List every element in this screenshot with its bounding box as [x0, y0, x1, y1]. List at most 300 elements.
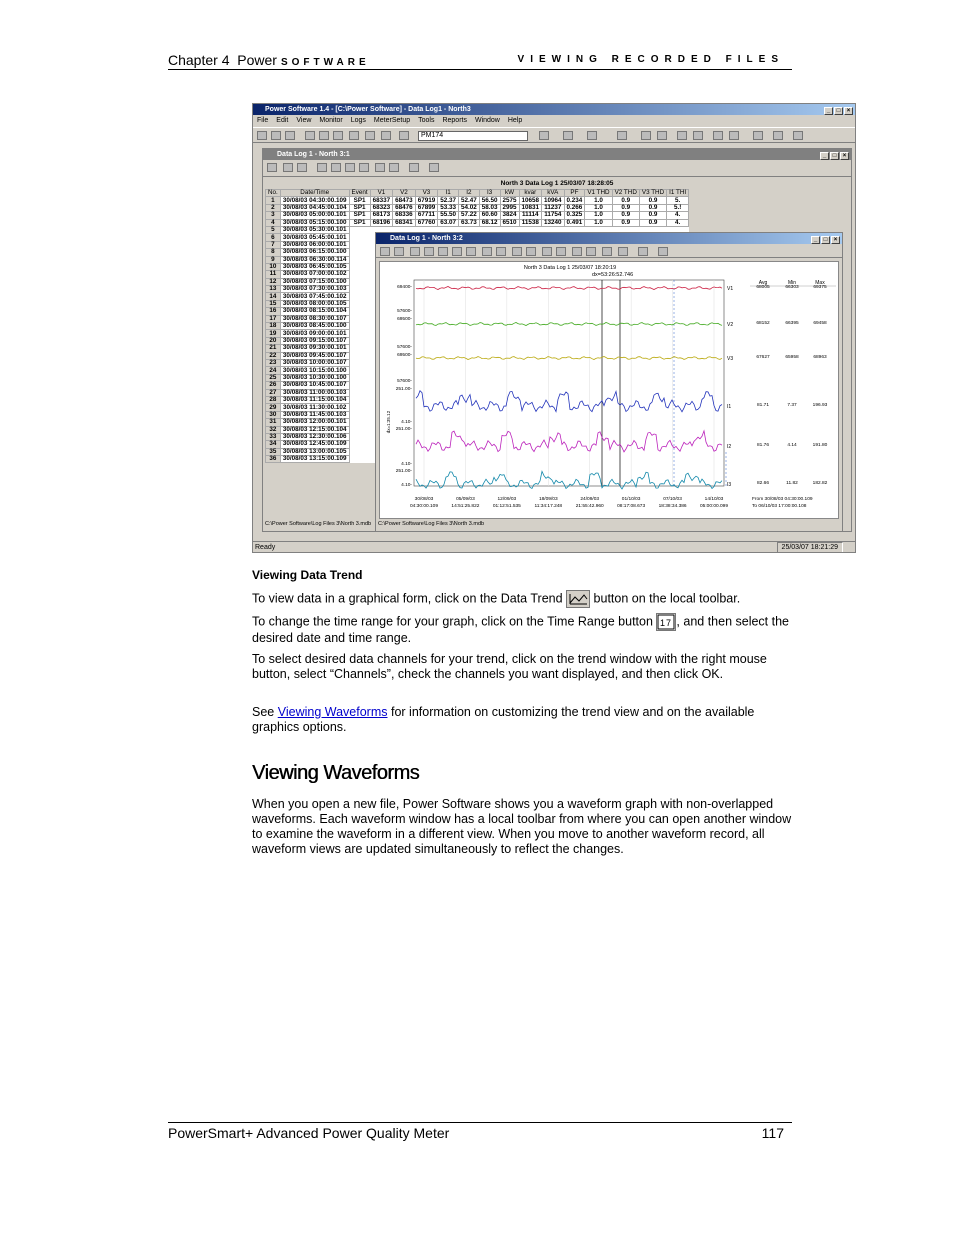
toolbar-button-icon[interactable] — [587, 131, 597, 140]
menu-item-reports[interactable]: Reports — [442, 117, 467, 124]
svg-text:7: 7 — [666, 618, 672, 628]
table-cell: 68196 — [370, 219, 393, 226]
trend-toolbar-button-icon[interactable] — [526, 247, 536, 256]
table-row[interactable] — [266, 212, 689, 219]
menu-item-help[interactable]: Help — [507, 117, 523, 124]
table-cell: 30/08/03 04:45:00.104 — [280, 204, 349, 211]
data-trend-icon — [566, 590, 590, 608]
table-cell: 30/08/03 13:15:00.109 — [280, 456, 349, 463]
column-header[interactable]: V3 THD — [639, 190, 666, 197]
para-time-range: To change the time range for your graph, click on the Time Range button 1 7 , and then select the desired date and time range. — [252, 614, 790, 645]
para-data-trend: To view data in a graphical form, click on the Data Trend button on the local toolbar. — [252, 590, 792, 608]
trend-toolbar-button-icon[interactable] — [572, 247, 582, 256]
column-header[interactable]: V2 — [393, 190, 416, 197]
log-toolbar-button-icon[interactable] — [283, 163, 293, 172]
x-tick-time: 01:12:51.535 — [492, 504, 521, 509]
menu-item-edit[interactable]: Edit — [276, 117, 289, 124]
table-cell: 10658 — [519, 197, 542, 204]
table-cell: 3 — [266, 212, 281, 219]
column-header[interactable]: I2 — [458, 190, 479, 197]
menu-item-logs[interactable]: Logs — [350, 117, 366, 124]
column-header[interactable]: V2 THD — [612, 190, 639, 197]
table-cell: 57.22 — [458, 212, 479, 219]
table-cell: 56.50 — [479, 197, 500, 204]
table-cell: 27 — [266, 389, 281, 396]
y-tick-label: 69500- — [397, 317, 412, 322]
section-title: Viewing Waveforms — [252, 762, 420, 784]
table-cell: 30/08/03 04:30:00.109 — [280, 197, 349, 204]
toolbar-button-icon[interactable] — [365, 131, 375, 140]
trend-toolbar-button-icon[interactable] — [394, 247, 404, 256]
trend-toolbar-button-icon[interactable] — [452, 247, 462, 256]
close-icon[interactable]: × — [840, 152, 849, 160]
x-tick-date: 05/09/03 — [456, 497, 475, 502]
minimize-icon[interactable]: _ — [824, 107, 833, 115]
table-cell: 52.47 — [458, 197, 479, 204]
table-cell: 0.325 — [564, 212, 585, 219]
table-cell: 30/08/03 05:30:00.101 — [280, 226, 349, 233]
table-cell: 30/08/03 07:45:00.102 — [280, 293, 349, 300]
table-cell: 10 — [266, 263, 281, 270]
maximize-icon[interactable]: □ — [834, 107, 843, 115]
table-cell: 30/08/03 08:30:00.107 — [280, 315, 349, 322]
app-screenshot — [252, 103, 856, 553]
trend-toolbar-button-icon[interactable] — [410, 247, 420, 256]
trend-toolbar-button-icon[interactable] — [602, 247, 612, 256]
table-cell: 7 — [266, 241, 281, 248]
table-cell: 13 — [266, 286, 281, 293]
trend-toolbar — [376, 244, 842, 258]
trend-toolbar-button-icon[interactable] — [496, 247, 506, 256]
toolbar-button-icon[interactable] — [349, 131, 359, 140]
table-cell: SP1 — [349, 204, 370, 211]
table-cell: 34 — [266, 441, 281, 448]
stats-value: 69375 — [813, 285, 827, 290]
table-cell: 5.! — [667, 204, 689, 211]
toolbar-button-icon[interactable] — [793, 131, 803, 140]
column-header[interactable]: I1 THI — [667, 190, 689, 197]
log-toolbar-button-icon[interactable] — [297, 163, 307, 172]
y-tick-label: 69500- — [397, 353, 412, 358]
section-label: VIEWING RECORDED FILES — [517, 54, 784, 65]
menu-item-monitor[interactable]: Monitor — [319, 117, 343, 124]
toolbar-button-icon[interactable] — [333, 131, 343, 140]
table-cell: 30/08/03 12:15:00.104 — [280, 426, 349, 433]
stats-header: Max — [815, 280, 825, 286]
trend-toolbar-button-icon[interactable] — [658, 247, 668, 256]
minimize-icon[interactable]: _ — [820, 152, 829, 160]
minimize-icon[interactable]: _ — [811, 236, 820, 244]
toolbar-button-icon[interactable] — [271, 131, 281, 140]
table-cell: 68.12 — [479, 219, 500, 226]
table-cell: 32 — [266, 426, 281, 433]
table-cell: 2575 — [500, 197, 519, 204]
x-tick-date: 12/09/03 — [497, 497, 517, 502]
toolbar-button-icon[interactable] — [713, 131, 723, 140]
y-tick-label: 251.00- — [395, 387, 412, 392]
table-cell: 30/08/03 10:15:00.100 — [280, 367, 349, 374]
table-cell: 30/08/03 11:00:00.103 — [280, 389, 349, 396]
trend-graph — [380, 262, 838, 518]
toolbar-button-icon[interactable] — [753, 131, 763, 140]
para-waveforms: When you open a new file, Power Software shows you a waveform graph with non-overlapped waveforms. Each waveform window has a local toolbar from where you can open another window to examine the waveform in a different view. When you move to another waveform record, all waveform views are updated simultaneously to reflect the changes. — [252, 797, 792, 856]
x-tick-date: 14/10/03 — [704, 497, 724, 502]
stats-value: 68963 — [813, 355, 827, 360]
table-cell: 30/08/03 13:00:00.105 — [280, 448, 349, 455]
log-toolbar-button-icon[interactable] — [359, 163, 369, 172]
table-cell: 1 — [266, 197, 281, 204]
trend-window-title: Data Log 1 - North 3:2 _ □ × — [376, 233, 842, 244]
toolbar-button-icon[interactable] — [381, 131, 391, 140]
table-cell: 63.07 — [438, 219, 459, 226]
stats-value: 66303 — [785, 285, 799, 290]
menu-item-tools[interactable]: Tools — [418, 117, 435, 124]
stats-value: 82.66 — [756, 481, 770, 486]
svg-text:1: 1 — [660, 618, 666, 628]
table-cell: 30/08/03 07:15:00.100 — [280, 278, 349, 285]
page-footer — [168, 1122, 792, 1141]
column-header[interactable]: kW — [500, 190, 519, 197]
log-toolbar-button-icon[interactable] — [331, 163, 341, 172]
status-time: 25/03/07 18:21:29 — [777, 542, 843, 553]
y-tick-label: 4.10- — [401, 483, 412, 488]
app-titlebar: Power Software 1.4 - [C:\Power Software] - Data Log1 - North3 _ □ × — [253, 104, 855, 115]
table-cell: 11754 — [542, 212, 565, 219]
table-cell: 24 — [266, 367, 281, 374]
table-cell: 0.9 — [612, 204, 639, 211]
maximize-icon[interactable]: □ — [821, 236, 830, 244]
table-cell: 0.266 — [564, 204, 585, 211]
range-from: From 30/08/03 04:30:00.109 — [752, 497, 813, 502]
trend-toolbar-button-icon[interactable] — [618, 247, 628, 256]
trend-toolbar-button-icon[interactable] — [638, 247, 648, 256]
trend-toolbar-button-icon[interactable] — [380, 247, 390, 256]
table-cell: 68341 — [393, 219, 416, 226]
maximize-icon[interactable]: □ — [830, 152, 839, 160]
table-cell: 11 — [266, 271, 281, 278]
table-cell: 30/08/03 08:15:00.104 — [280, 308, 349, 315]
table-cell: 19 — [266, 330, 281, 337]
log-toolbar-button-icon[interactable] — [317, 163, 327, 172]
table-cell: 0.491 — [564, 219, 585, 226]
range-to: To 06/10/03 17:00:00.108 — [752, 504, 807, 509]
x-tick-date: 07/10/03 — [663, 497, 682, 502]
table-cell: 0.234 — [564, 197, 585, 204]
toolbar-button-icon[interactable] — [773, 131, 783, 140]
stats-value: 67627 — [756, 355, 770, 360]
table-cell: 60.60 — [479, 212, 500, 219]
table-cell: 67899 — [415, 204, 438, 211]
y-tick-label: 57600- — [397, 309, 412, 314]
table-cell: 30/08/03 10:00:00.107 — [280, 359, 349, 366]
table-cell: 2 — [266, 204, 281, 211]
toolbar-button-icon[interactable] — [693, 131, 703, 140]
table-cell: 63.73 — [458, 219, 479, 226]
series-label-i3: I3 — [727, 482, 732, 488]
x-tick-time: 18:38:34.386 — [658, 504, 687, 509]
table-cell: 35 — [266, 448, 281, 455]
table-cell: 53.33 — [438, 204, 459, 211]
table-cell: SP1 — [349, 197, 370, 204]
trend-toolbar-button-icon[interactable] — [482, 247, 492, 256]
stats-value: 4.14 — [787, 443, 797, 448]
table-cell: 30/08/03 06:15:00.100 — [280, 249, 349, 256]
toolbar-button-icon[interactable] — [285, 131, 295, 140]
table-cell: 20 — [266, 337, 281, 344]
table-cell: 0.9 — [612, 197, 639, 204]
column-header[interactable]: kvar — [519, 190, 542, 197]
close-icon[interactable]: × — [831, 236, 840, 244]
table-cell: 30/08/03 11:15:00.104 — [280, 396, 349, 403]
table-cell: 67711 — [415, 212, 438, 219]
table-cell: 0.9 — [612, 219, 639, 226]
table-cell: 30/08/03 12:00:00.101 — [280, 419, 349, 426]
table-cell: 9 — [266, 256, 281, 263]
series-label-v2: V2 — [727, 322, 734, 328]
column-header[interactable]: V3 — [415, 190, 438, 197]
x-tick-date: 24/09/03 — [580, 497, 600, 502]
para-channels: To select desired data channels for your trend, click on the trend window with the right mouse button, select “Channels”, check the channels you want displayed, and then click OK. — [252, 652, 767, 681]
table-cell: 30/08/03 10:30:00.100 — [280, 374, 349, 381]
toolbar-button-icon[interactable] — [399, 131, 409, 140]
table-cell: 1.0 — [585, 219, 612, 226]
stats-header: Min — [787, 280, 797, 286]
toolbar-button-icon[interactable] — [657, 131, 667, 140]
table-cell: 25 — [266, 374, 281, 381]
menu-item-view[interactable]: View — [296, 117, 312, 124]
table-cell: 68336 — [393, 212, 416, 219]
log-toolbar-button-icon[interactable] — [345, 163, 355, 172]
table-cell: 4. — [667, 219, 689, 226]
table-cell: 14 — [266, 293, 281, 300]
table-cell: 67760 — [415, 219, 438, 226]
table-cell: SP1 — [349, 212, 370, 219]
log-caption: North 3 Data Log 1 25/03/07 18:28:05 — [500, 180, 614, 187]
trend-toolbar-button-icon[interactable] — [556, 247, 566, 256]
trend-toolbar-button-icon[interactable] — [424, 247, 434, 256]
log-toolbar-button-icon[interactable] — [375, 163, 385, 172]
table-cell: 55.50 — [438, 212, 459, 219]
toolbar-button-icon[interactable] — [729, 131, 739, 140]
y-tick-label: 4.10- — [401, 420, 412, 425]
column-header[interactable]: I1 — [438, 190, 459, 197]
stats-value: 196.93 — [812, 403, 828, 408]
cursor-dx-label: dx=53:26:52.746 — [592, 272, 634, 278]
toolbar-button-icon[interactable] — [539, 131, 549, 140]
table-cell: 0.9 — [639, 204, 666, 211]
table-cell: 30/08/03 12:30:00.106 — [280, 433, 349, 440]
app-toolbar — [253, 127, 855, 143]
status-text: Ready — [255, 544, 276, 551]
stats-value: 66395 — [785, 321, 799, 326]
column-header[interactable]: I3 — [479, 190, 500, 197]
log-toolbar-button-icon[interactable] — [409, 163, 419, 172]
para-see-also: See Viewing Waveforms for information on customizing the trend view and on the available graphics options. — [252, 705, 755, 734]
column-header[interactable]: kVA — [542, 190, 565, 197]
trend-toolbar-button-icon[interactable] — [542, 247, 552, 256]
data-log-window-title: Data Log 1 - North 3:1 _ □ × — [263, 149, 851, 160]
table-cell: 36 — [266, 456, 281, 463]
table-cell: 67919 — [415, 197, 438, 204]
y-tick-label: 251.00- — [395, 469, 412, 474]
table-cell: 68337 — [370, 197, 393, 204]
y-tick-label: 69400- — [397, 285, 412, 290]
table-cell: 12 — [266, 278, 281, 285]
x-tick-date: 18/09/03 — [538, 497, 558, 502]
table-cell: 1.0 — [585, 197, 612, 204]
trend-chart-area[interactable] — [379, 261, 839, 519]
toolbar-button-icon[interactable] — [305, 131, 315, 140]
table-cell: 30/08/03 05:15:00.100 — [280, 219, 349, 226]
series-label-i1: I1 — [727, 404, 732, 410]
app-menubar — [253, 115, 855, 127]
table-cell: 68173 — [370, 212, 393, 219]
table-cell: 5. — [667, 197, 689, 204]
close-icon[interactable]: × — [844, 107, 853, 115]
log-toolbar-button-icon[interactable] — [267, 163, 277, 172]
trend-file-path: C:\Power Software\Log Files 3\North 3.mdb — [378, 521, 485, 527]
y-axis-label: dx=1:35.12 — [386, 410, 391, 434]
table-cell: 26 — [266, 382, 281, 389]
table-cell: 10831 — [519, 204, 542, 211]
table-cell: 30/08/03 11:45:00.103 — [280, 411, 349, 418]
table-cell: 31 — [266, 419, 281, 426]
table-cell: 5 — [266, 226, 281, 233]
table-cell: 15 — [266, 300, 281, 307]
table-cell: 0.9 — [639, 219, 666, 226]
subhead-data-trend: Viewing Data Trend — [252, 568, 363, 582]
plot-frame — [414, 280, 724, 486]
column-header[interactable]: Event — [349, 190, 370, 197]
table-cell: 1.0 — [585, 212, 612, 219]
x-tick-time: 08:17:08.673 — [617, 504, 646, 509]
log-toolbar-button-icon[interactable] — [429, 163, 439, 172]
stats-value: 68005 — [756, 285, 770, 290]
toolbar-button-icon[interactable] — [641, 131, 651, 140]
table-cell: 4 — [266, 219, 281, 226]
stats-value: 65958 — [785, 355, 799, 360]
page-header — [168, 52, 792, 70]
table-cell: 30/08/03 09:45:00.107 — [280, 352, 349, 359]
device-combo[interactable]: PM174 — [418, 131, 528, 141]
table-cell: 17 — [266, 315, 281, 322]
table-cell: 11114 — [519, 212, 542, 219]
x-tick-time: 21:55:42.960 — [575, 504, 604, 509]
y-tick-label: 251.00- — [395, 427, 412, 432]
stats-value: 182.82 — [812, 481, 828, 486]
table-cell: 30/08/03 09:30:00.101 — [280, 345, 349, 352]
footer-product: PowerSmart+ Advanced Power Quality Meter — [168, 1125, 450, 1141]
table-cell: 30/08/03 07:30:00.103 — [280, 286, 349, 293]
menu-item-metersetup[interactable]: MeterSetup — [373, 117, 411, 124]
stats-value: 81.71 — [756, 403, 770, 408]
table-cell: 30/08/03 09:00:00.101 — [280, 330, 349, 337]
table-cell: 6510 — [500, 219, 519, 226]
table-cell: SP1 — [349, 219, 370, 226]
column-header[interactable]: V1 — [370, 190, 393, 197]
table-cell: 30/08/03 09:15:00.107 — [280, 337, 349, 344]
table-cell: 3824 — [500, 212, 519, 219]
table-cell: 23 — [266, 359, 281, 366]
table-cell: 0.9 — [639, 212, 666, 219]
table-cell: 58.03 — [479, 204, 500, 211]
table-cell: 28 — [266, 396, 281, 403]
chapter-label: Chapter 4 Power SOFTWARE — [168, 52, 370, 68]
table-cell: 13240 — [542, 219, 565, 226]
table-cell: 30/08/03 12:45:00.109 — [280, 441, 349, 448]
trend-window — [375, 232, 843, 532]
log-toolbar-button-icon[interactable] — [389, 163, 399, 172]
stats-value: 191.80 — [812, 443, 828, 448]
toolbar-button-icon[interactable] — [677, 131, 687, 140]
table-cell: 0.9 — [639, 197, 666, 204]
toolbar-button-icon[interactable] — [257, 131, 267, 140]
x-tick-time: 11:34:17.248 — [534, 504, 563, 509]
trend-toolbar-button-icon[interactable] — [438, 247, 448, 256]
table-cell: 29 — [266, 404, 281, 411]
table-cell: 21 — [266, 345, 281, 352]
toolbar-button-icon[interactable] — [617, 131, 627, 140]
table-cell: 30/08/03 08:00:00.105 — [280, 300, 349, 307]
table-cell: 6 — [266, 234, 281, 241]
trend-toolbar-button-icon[interactable] — [586, 247, 596, 256]
table-cell: 30/08/03 11:30:00.102 — [280, 404, 349, 411]
table-cell: 52.37 — [438, 197, 459, 204]
table-cell: 54.02 — [458, 204, 479, 211]
page-number: 117 — [761, 1125, 784, 1141]
menu-item-window[interactable]: Window — [474, 117, 500, 124]
stats-value: 69458 — [813, 321, 827, 326]
x-tick-date: 01/10/03 — [621, 497, 641, 502]
table-cell: 10964 — [542, 197, 565, 204]
table-cell: 30/08/03 06:00:00.101 — [280, 241, 349, 248]
table-cell: 0.9 — [612, 212, 639, 219]
table-cell: 30/08/03 08:45:00.100 — [280, 323, 349, 330]
table-cell: 30/08/03 05:00:00.101 — [280, 212, 349, 219]
table-cell: 30 — [266, 411, 281, 418]
series-label-v1: V1 — [727, 286, 734, 292]
column-header[interactable]: PF — [564, 190, 585, 197]
table-cell: 1.0 — [585, 204, 612, 211]
column-header[interactable]: Date/Time — [280, 190, 349, 197]
table-cell: 30/08/03 05:45:00.101 — [280, 234, 349, 241]
column-header[interactable]: V1 THD — [585, 190, 612, 197]
stats-value: 81.76 — [756, 443, 770, 448]
stats-value: 11.82 — [786, 481, 798, 486]
column-header[interactable]: No. — [266, 190, 281, 197]
table-cell: 8 — [266, 249, 281, 256]
status-bar — [253, 541, 855, 552]
menu-item-file[interactable]: File — [257, 117, 269, 124]
toolbar-button-icon[interactable] — [563, 131, 573, 140]
series-label-i2: I2 — [727, 444, 732, 450]
table-cell: 68323 — [370, 204, 393, 211]
stats-header: Avg — [758, 280, 768, 286]
viewing-waveforms-link[interactable]: Viewing Waveforms — [277, 705, 388, 719]
table-cell: 11538 — [519, 219, 542, 226]
trend-toolbar-button-icon[interactable] — [512, 247, 522, 256]
x-tick-time: 04:30:00.109 — [409, 504, 439, 509]
time-range-icon — [656, 613, 676, 631]
trend-caption: North 3 Data Log 1 25/03/07 18:20:19 — [523, 265, 617, 271]
trend-toolbar-button-icon[interactable] — [466, 247, 476, 256]
table-cell: 30/08/03 06:30:00.114 — [280, 256, 349, 263]
y-tick-label: 4.10- — [401, 462, 412, 467]
log-file-path: C:\Power Software\Log Files 3\North 3.mdb — [265, 521, 372, 527]
toolbar-button-icon[interactable] — [319, 131, 329, 140]
x-tick-time: 14:51:25.822 — [451, 504, 480, 509]
table-cell: 22 — [266, 352, 281, 359]
